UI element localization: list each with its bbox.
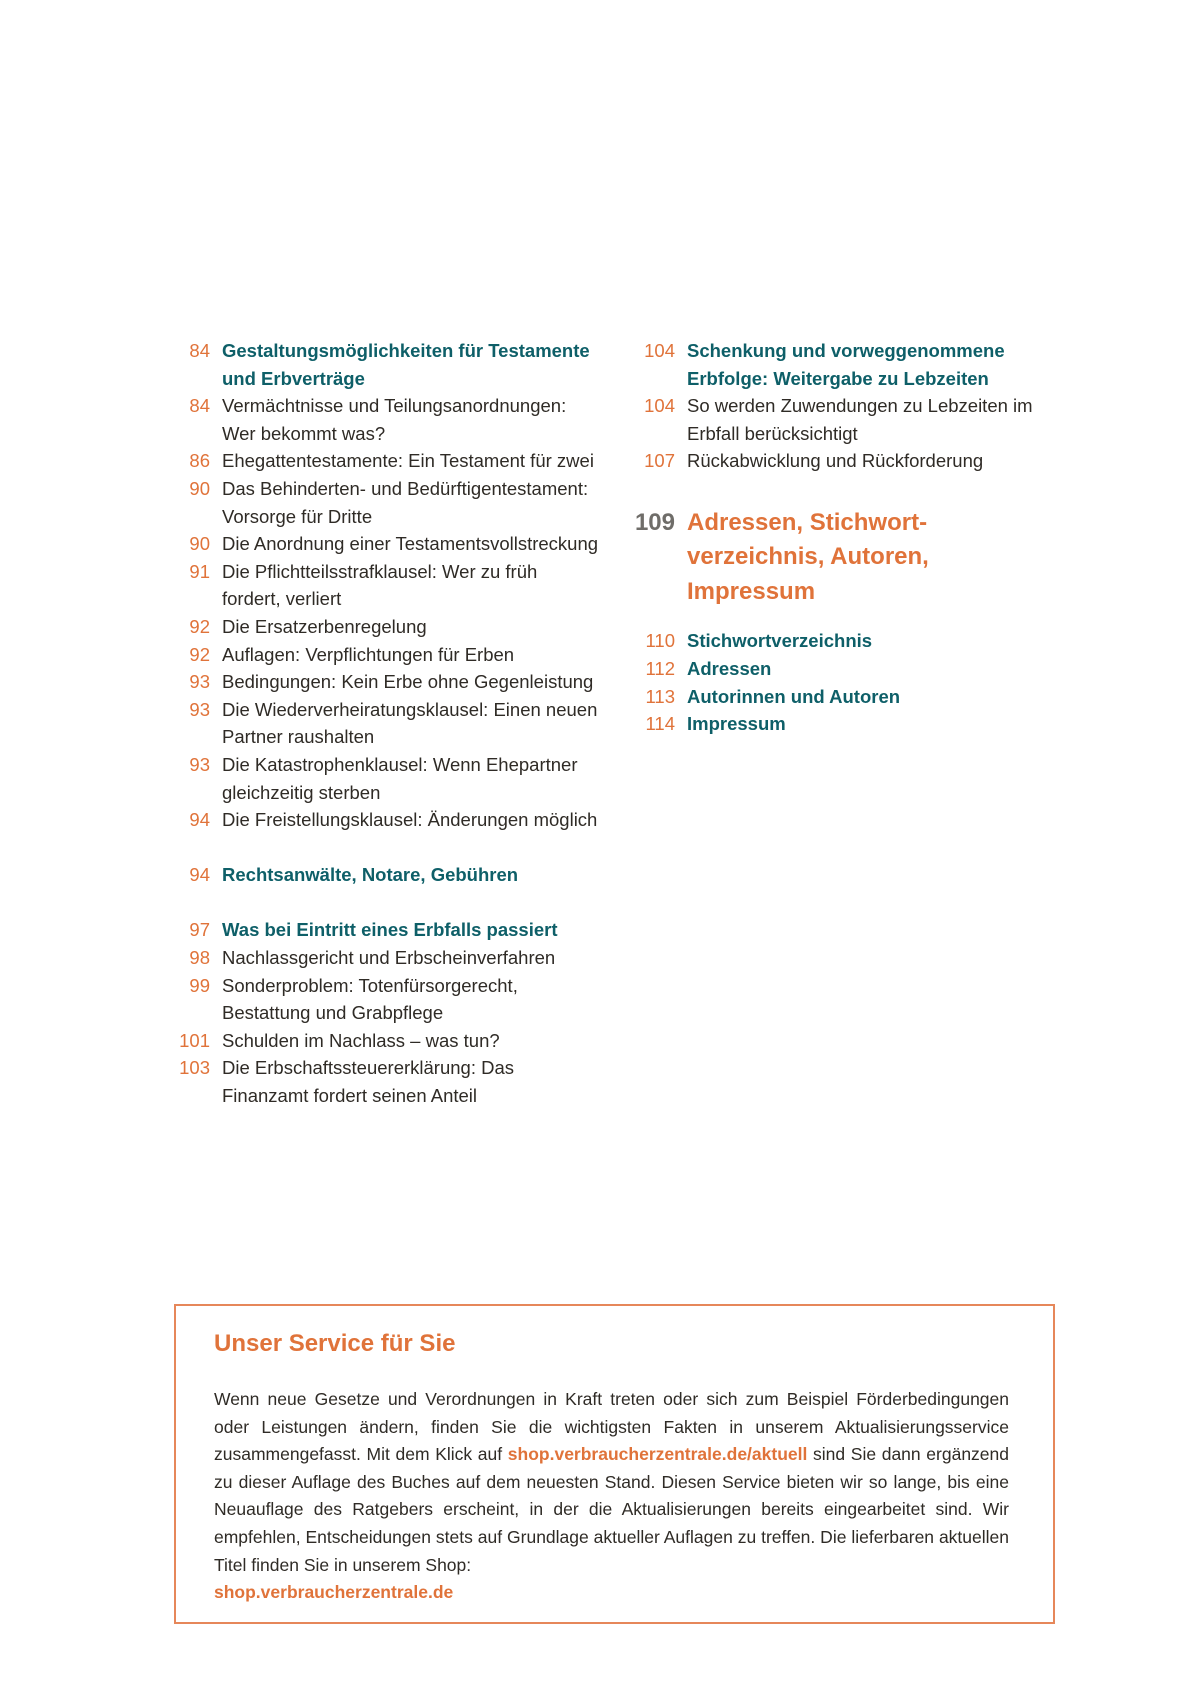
toc-page-number: 94 (189, 809, 210, 831)
toc-entry[interactable] (170, 392, 600, 447)
toc-entry[interactable] (600, 337, 1050, 392)
toc-page-number: 107 (644, 450, 675, 472)
toc-entry-title: Die Pflichtteilsstrafklausel: Wer zu früh fordert, verliert (222, 560, 538, 610)
toc-section-title: Adressen (687, 658, 772, 680)
toc-entry-title: Sonderproblem: Totenfürsorgerecht, Bestattung und Grabpflege (222, 974, 518, 1024)
toc-page-number: 90 (189, 477, 210, 499)
service-info-box (174, 1304, 1055, 1624)
toc-chapter-heading[interactable] (600, 506, 1050, 610)
toc-entry[interactable] (170, 613, 600, 641)
toc-section-title: Stichwortverzeichnis (687, 630, 873, 652)
service-box-title: Unser Service für Sie (214, 1330, 456, 1357)
toc-page-number: 99 (189, 974, 210, 996)
toc-page-number: 110 (645, 630, 675, 652)
toc-entry[interactable] (170, 751, 600, 806)
chapter-page-number: 109 (634, 508, 675, 536)
toc-entry-title: Nachlassgericht und Erbscheinverfahren (222, 947, 556, 969)
toc-entry-title: Vermächtnisse und Teilungsanordnungen: Wer bekommt was? (222, 395, 567, 444)
toc-page-number: 104 (644, 395, 675, 417)
toc-page-number: 104 (644, 340, 675, 361)
toc-page-number: 114 (645, 713, 675, 735)
toc-page-number: 93 (189, 753, 210, 775)
toc-entry[interactable] (170, 916, 600, 944)
toc-section-title: Schenkung und vorweggenommene Erbfolge: Weitergabe zu Lebzeiten (687, 340, 1005, 389)
toc-entry-title: So werden Zuwendungen zu Lebzeiten im Erbfall berücksichtigt (687, 395, 1033, 444)
toc-page-number: 94 (189, 864, 210, 886)
toc-page-number: 92 (189, 615, 210, 637)
toc-section-title: Impressum (687, 713, 786, 735)
spacer (170, 889, 600, 917)
toc-page-number: 98 (189, 947, 210, 969)
toc-left-column (170, 337, 600, 1110)
toc-entry[interactable] (170, 558, 600, 613)
toc-entry[interactable] (170, 337, 600, 392)
toc-page-number: 97 (189, 919, 210, 941)
toc-entry[interactable] (170, 668, 600, 696)
toc-entry[interactable] (600, 627, 1050, 655)
toc-entry-title: Die Wiederverheiratungsklausel: Einen neuen Partner raushalten (222, 698, 598, 748)
toc-entry[interactable] (170, 806, 600, 834)
service-box-text (214, 1386, 1009, 1607)
toc-right-column (600, 337, 1050, 738)
toc-page-number: 92 (189, 643, 210, 665)
toc-entry-title: Die Ersatzerbenregelung (222, 615, 427, 637)
toc-entry-title: Die Freistellungsklausel: Änderungen möglich (222, 809, 598, 831)
toc-entry[interactable] (170, 696, 600, 751)
toc-entry[interactable] (170, 944, 600, 972)
toc-entry-title: Bedingungen: Kein Erbe ohne Gegenleistung (222, 671, 594, 693)
toc-entry-title: Die Katastrophenklausel: Wenn Ehepartner gleichzeitig sterben (222, 753, 578, 803)
toc-section-title: Rechtsanwälte, Notare, Gebühren (222, 864, 519, 886)
toc-entry-title: Die Erbschaftssteuererklärung: Das Finanzamt fordert seinen Anteil (222, 1057, 515, 1107)
toc-page-number: 84 (189, 395, 210, 417)
toc-page-number: 112 (645, 658, 675, 680)
toc-entry[interactable] (170, 447, 600, 475)
toc-entry-title: Schulden im Nachlass – was tun? (222, 1029, 500, 1051)
toc-page-number: 103 (179, 1057, 210, 1079)
chapter-title: Adressen, Stichwortverzeichnis, Autoren, Impressum (687, 508, 929, 605)
toc-entry[interactable] (170, 1027, 600, 1055)
toc-page-number: 93 (189, 671, 210, 693)
toc-page-number: 91 (189, 560, 210, 582)
toc-section-title: Autorinnen und Autoren (687, 685, 901, 707)
toc-entry-title: Die Anordnung einer Testamentsvollstreckung (222, 533, 599, 555)
toc-entry-title: Ehegattentestamente: Ein Testament für zwei (222, 450, 594, 472)
spacer (170, 834, 600, 862)
service-text-part: sind Sie dann ergänzend zu dieser Auflage des Buches auf dem neuesten Stand. Diesen Service bieten wir so lange, bis eine Neuauflage des Ratgebers erscheint, in der die Aktualisierungen bereits eingearbeitet sind. Wir empfehlen, Entscheidungen stets auf Grundlage aktueller Auflagen zu treffen. Die lieferbaren aktuellen Titel finden Sie in unserem Shop: (214, 1444, 1010, 1575)
toc-section-title: Was bei Eintritt eines Erbfalls passiert (222, 919, 558, 941)
service-text-part: Wenn neue Gesetze und Verordnungen in Kraft treten oder sich zum Beispiel Förderbedingungen oder Leistungen ändern, finden Sie die wichtigsten Fakten in unserem Aktualisierungsservice zusammengefasst. Mit dem Klick auf (214, 1389, 1009, 1465)
toc-entry[interactable] (600, 392, 1050, 447)
toc-entry-title: Das Behinderten- und Bedürftigentestament: Vorsorge für Dritte (222, 477, 589, 527)
toc-entry[interactable] (170, 530, 600, 558)
shop-link[interactable]: shop.verbraucherzentrale.de (214, 1582, 454, 1603)
toc-entry[interactable] (600, 447, 1050, 475)
toc-page-number: 86 (189, 450, 210, 472)
toc-page-number: 101 (179, 1029, 210, 1051)
toc-entry-title: Auflagen: Verpflichtungen für Erben (222, 643, 515, 665)
toc-entry[interactable] (600, 710, 1050, 738)
toc-page-number: 113 (645, 685, 675, 707)
toc-section-title: Gestaltungsmöglichkeiten für Testamente und Erbverträge (222, 340, 590, 389)
update-service-link[interactable]: shop.verbraucherzentrale.de/aktuell (507, 1444, 808, 1465)
toc-page-number: 93 (189, 698, 210, 720)
toc-entry[interactable] (170, 1054, 600, 1109)
toc-page-number: 84 (189, 340, 210, 361)
toc-entry[interactable] (600, 655, 1050, 683)
toc-page-number: 90 (189, 533, 210, 555)
toc-entry[interactable] (170, 641, 600, 669)
toc-entry[interactable] (600, 683, 1050, 711)
toc-entry[interactable] (170, 861, 600, 889)
toc-entry[interactable] (170, 972, 600, 1027)
toc-entry[interactable] (170, 475, 600, 530)
toc-entry-title: Rückabwicklung und Rückforderung (687, 450, 984, 472)
